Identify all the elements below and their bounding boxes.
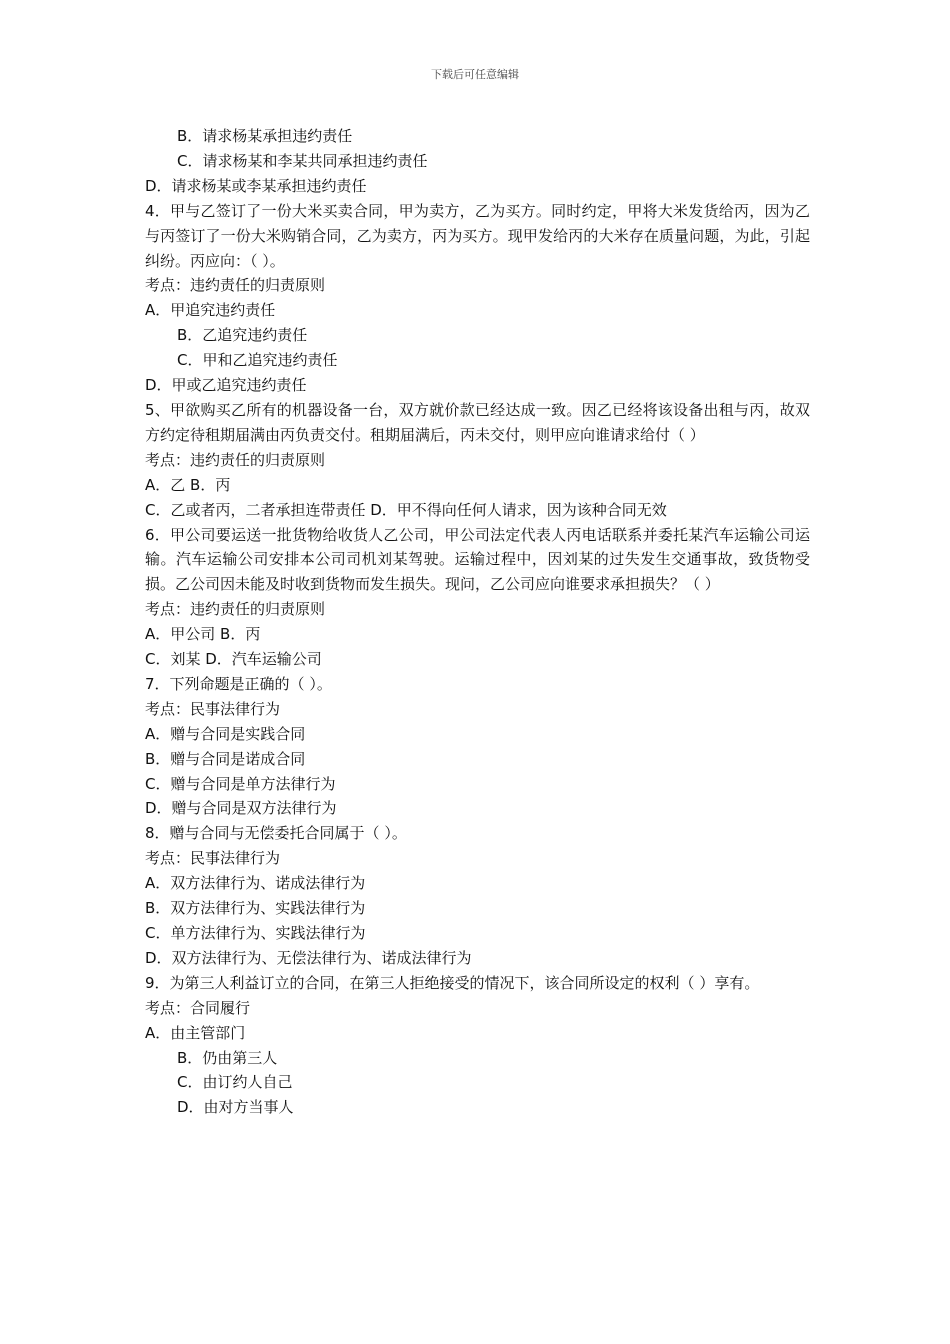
text-line: A．甲追究违约责任	[145, 301, 276, 320]
question-paragraph: 9．为第三人利益订立的合同，在第三人拒绝接受的情况下，该合同所设定的权利（ ）享有。	[145, 973, 760, 992]
text-line: 7．下列命题是正确的（ ）。	[145, 674, 332, 693]
text-line: C．单方法律行为、实践法律行为	[145, 924, 366, 942]
text-line: 8．赠与合同与无偿委托合同属于（ ）。	[145, 824, 407, 843]
text-line: C．乙或者丙，二者承担连带责任 D．甲不得向任何人请求，因为该种合同无效	[145, 500, 667, 519]
text-line: C．刘某 D．汽车运输公司	[145, 650, 322, 669]
text-line: C．请求杨某和李某共同承担违约责任	[177, 151, 428, 170]
text-line: C．甲和乙追究违约责任	[177, 351, 338, 370]
text-line: 考点：违约责任的归责原则	[145, 600, 326, 619]
text-line: D．双方法律行为、无偿法律行为、诺成法律行为	[145, 948, 472, 967]
text-line: B．双方法律行为、实践法律行为	[145, 899, 366, 918]
question-paragraph: 6．甲公司要运送一批货物给收货人乙公司，甲公司法定代表人丙电话联系并委托某汽车运输公司运输。汽车运输公司安排本公司司机刘某驾驶。运输过程中，因刘某的过失发生交通事故，致货物受损。乙公司因未能及时收到货物而发生损失。现问，乙公司应向谁要求承担损失？（ ）	[145, 525, 810, 594]
text-line: B．仍由第三人	[177, 1048, 278, 1067]
text-line: A．双方法律行为、诺成法律行为	[145, 874, 366, 893]
text-line: D．赠与合同是双方法律行为	[145, 799, 337, 818]
text-line: 考点：民事法律行为	[145, 699, 281, 718]
question-paragraph: 5、甲欲购买乙所有的机器设备一台，双方就价款已经达成一致。因乙已经将该设备出租与丙，故双方约定待租期届满由丙负责交付。租期届满后，丙未交付，则甲应向谁请求给付（ ）	[145, 400, 810, 444]
text-line: B．请求杨某承担违约责任	[177, 127, 353, 145]
text-line: A．乙 B．丙	[145, 475, 231, 494]
text-line: A．甲公司 B．丙	[145, 625, 261, 644]
text-line: C．赠与合同是单方法律行为	[145, 774, 336, 793]
document-body	[145, 124, 810, 1120]
question-paragraph: 4．甲与乙签订了一份大米买卖合同，甲为卖方，乙为买方。同时约定，甲将大米发货给丙，因为乙与丙签订了一份大米购销合同，乙为卖方，丙为买方。现甲发给丙的大米存在质量问题，为此，引起纠纷。丙应向：（ ）。	[145, 201, 810, 270]
page-header: 下载后可任意编辑	[431, 68, 519, 81]
text-line: D．请求杨某或李某承担违约责任	[145, 176, 367, 195]
text-line: B．赠与合同是诺成合同	[145, 749, 306, 768]
text-line: A．由主管部门	[145, 1023, 246, 1042]
text-line: B．乙追究违约责任	[177, 326, 308, 345]
text-line: D．由对方当事人	[177, 1098, 294, 1117]
text-line: D．甲或乙追究违约责任	[145, 376, 307, 395]
text-line: 考点：民事法律行为	[145, 849, 281, 868]
text-line: 考点：违约责任的归责原则	[145, 276, 326, 295]
text-line: 考点：合同履行	[145, 998, 251, 1017]
text-line: 考点：违约责任的归责原则	[145, 450, 326, 469]
text-line: A．赠与合同是实践合同	[145, 724, 306, 743]
text-line: C．由订约人自己	[177, 1073, 293, 1092]
